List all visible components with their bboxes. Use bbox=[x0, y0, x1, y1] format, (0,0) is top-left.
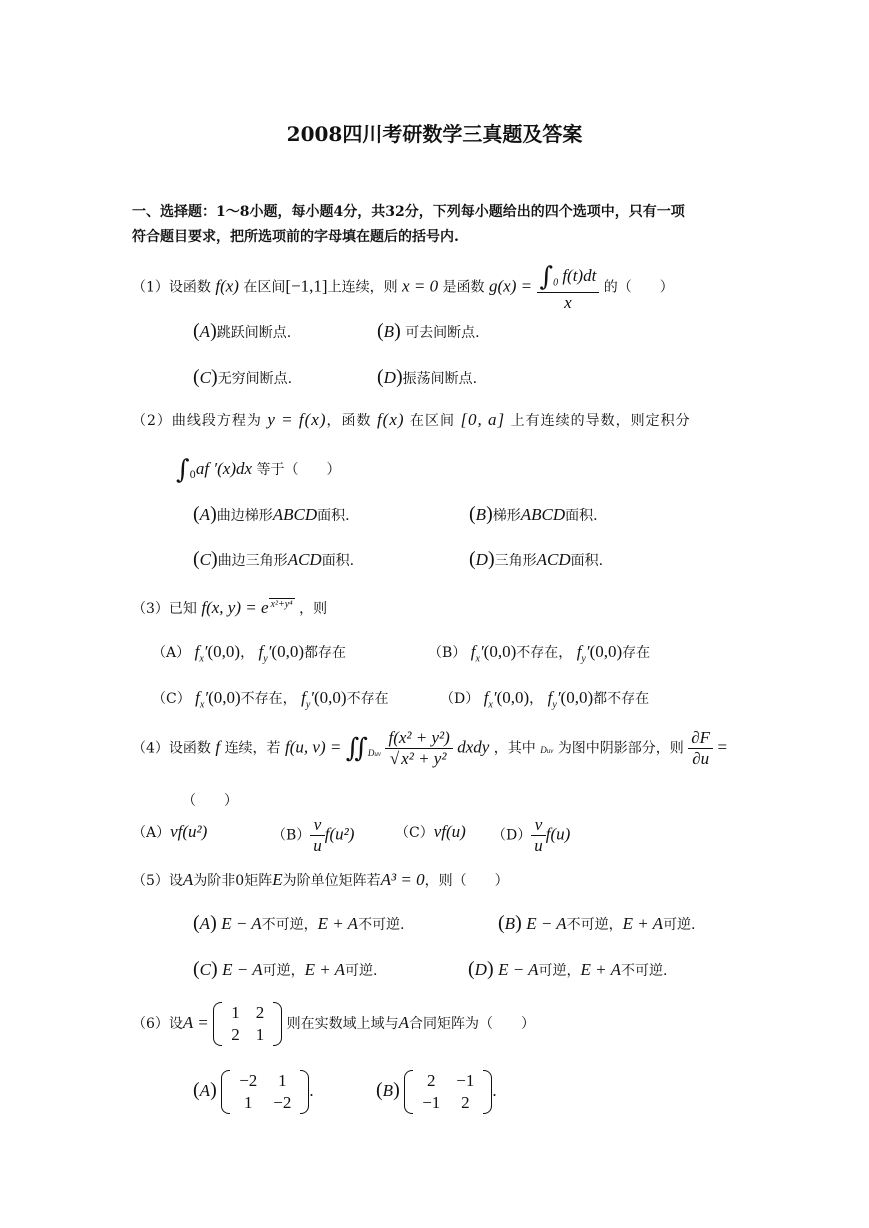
q2-t1: ，函数 bbox=[326, 413, 372, 429]
label-b: B bbox=[504, 914, 516, 933]
q4-b-u: u bbox=[313, 836, 322, 855]
q5-text1: （5）设 bbox=[132, 873, 183, 889]
q4-option-c-text: vf(u) bbox=[433, 822, 466, 841]
q5-option-c: (C) E − A可逆，E + A可逆. bbox=[193, 958, 378, 980]
q4-option-c-label: （C） bbox=[395, 825, 434, 841]
q4-t2: ，其中 bbox=[493, 740, 536, 757]
question-1 bbox=[132, 262, 674, 313]
q2-option-b: (B)梯形ABCD面积. bbox=[469, 503, 598, 525]
q2-option-d: (D)三角形ACD面积. bbox=[469, 548, 604, 570]
q5-c2: 可逆， bbox=[262, 963, 305, 979]
q2-t3: 上有连续的导数，则定积分 bbox=[510, 413, 691, 429]
q2-option-a-text: 曲边梯形 bbox=[216, 508, 273, 524]
q6-A: A bbox=[398, 1013, 410, 1032]
q3-option-c: （C） $f_x'(0,0)$不存在， $f_y'(0,0)$不存在 bbox=[152, 688, 389, 711]
q2-fx: f(x) bbox=[376, 410, 405, 429]
q3-c-fy: (0,0) bbox=[314, 688, 347, 707]
label-b: B bbox=[382, 1081, 394, 1100]
q4-equals: = bbox=[717, 737, 728, 757]
q3-a-fx: (0,0) bbox=[207, 642, 241, 661]
q4-den: x² + y² bbox=[401, 749, 447, 768]
q2-integral-line: $\int_0af$ ′(x)dx 等于（ ） bbox=[176, 455, 341, 485]
q3-option-c-text1: 不存在， bbox=[240, 691, 297, 707]
q2-eq: y = f(x) bbox=[267, 410, 327, 429]
q5-c4: 可逆. bbox=[345, 963, 378, 979]
q5-text2: 为阶非0矩阵 bbox=[193, 873, 273, 889]
q4-blank: （ ） bbox=[182, 793, 238, 809]
q5-a3: E + A bbox=[317, 914, 359, 933]
q2-option-c-suffix: 面积. bbox=[321, 553, 355, 569]
q5-a2: 不可逆， bbox=[261, 917, 318, 933]
label-c: C bbox=[199, 550, 212, 569]
q5-a1: E − A bbox=[221, 914, 262, 933]
page-title: 2008四川考研数学三真题及答案 bbox=[286, 122, 583, 146]
q2-option-d-suffix: 面积. bbox=[570, 553, 604, 569]
q4-option-a-label: （A） bbox=[132, 825, 171, 841]
q6-m10: 2 bbox=[231, 1025, 240, 1044]
q6-option-a: (A) −2 1 1 −2 . bbox=[193, 1071, 314, 1112]
q6-matrix bbox=[213, 1002, 282, 1046]
label-b: B bbox=[383, 322, 395, 341]
q4-option-b-label: （B） bbox=[272, 827, 311, 844]
q1-t1: 在区间 bbox=[243, 279, 286, 296]
q5-b4: 可逆. bbox=[663, 917, 696, 933]
q6-a-m00: −2 bbox=[239, 1071, 258, 1090]
q2-t4: 等于（ ） bbox=[256, 462, 341, 478]
q1-option-c: (C)无穷间断点. bbox=[193, 366, 293, 388]
q4-dxdy: dxdy bbox=[457, 737, 490, 757]
q6-Aeq: A = bbox=[182, 1013, 209, 1032]
q5-A3: A³ = 0 bbox=[380, 870, 425, 889]
q2-option-b-math: ABCD bbox=[520, 505, 566, 524]
q5-b3: E + A bbox=[622, 914, 664, 933]
q5-a4: 不可逆. bbox=[358, 917, 405, 933]
q3-d-fx: (0,0) bbox=[496, 688, 530, 707]
q3-option-c-text2: 不存在 bbox=[346, 691, 389, 707]
q5-c1: E − A bbox=[222, 960, 263, 979]
q4-b-v: v bbox=[310, 815, 325, 836]
q1-option-b-text: 可去间断点. bbox=[405, 325, 480, 341]
q3-option-a-text: 都存在 bbox=[304, 645, 346, 661]
q4-option-b-text: f(u²) bbox=[324, 824, 355, 844]
q2-option-c: (C)曲边三角形ACD面积. bbox=[193, 548, 355, 570]
q5-text4: ，则（ ） bbox=[424, 873, 509, 889]
q3-option-a: （A） $f_x'(0,0)$， $f_y'(0,0)$都存在 bbox=[152, 642, 346, 665]
q1-interval: [−1,1] bbox=[285, 276, 328, 296]
q3-option-b-label: （B） bbox=[428, 645, 467, 661]
q1-gx: g(x) = bbox=[488, 276, 533, 296]
label-c: C bbox=[199, 960, 212, 979]
question-6 bbox=[132, 1002, 535, 1046]
label-c: C bbox=[199, 368, 212, 387]
q6-a-m11: −2 bbox=[273, 1093, 292, 1112]
q3-option-a-label: （A） bbox=[152, 645, 191, 661]
q2-option-b-suffix: 面积. bbox=[565, 508, 598, 524]
q2-option-a: (A)曲边梯形ABCD面积. bbox=[193, 503, 350, 525]
q6-m00: 1 bbox=[231, 1003, 240, 1022]
q4-fraction: $\frac{\text{f(x² + y²)}}{\text{√ x² + y²}}$ bbox=[385, 728, 452, 769]
label-a: A bbox=[199, 1081, 211, 1100]
label-a: A bbox=[199, 322, 211, 341]
q4-d-u: u bbox=[534, 836, 543, 855]
q2-option-c-text: 曲边三角形 bbox=[217, 553, 288, 569]
q3-option-d-label: （D） bbox=[440, 691, 480, 707]
q6-b-m10: −1 bbox=[422, 1093, 441, 1112]
q4-prefix: （4）设函数 bbox=[132, 740, 211, 757]
q5-b2: 不可逆， bbox=[566, 917, 623, 933]
q6-option-a-matrix bbox=[221, 1070, 309, 1114]
q1-option-d-text: 振荡间断点. bbox=[402, 371, 478, 387]
q6-text1: （6）设 bbox=[132, 1016, 183, 1032]
q3-a-fy: (0,0) bbox=[271, 642, 304, 661]
q1-option-b: (B) 可去间断点. bbox=[377, 320, 480, 342]
q5-d2: 可逆， bbox=[538, 963, 581, 979]
q1-x0: x = 0 bbox=[402, 276, 439, 296]
q4-option-d-text: f(u) bbox=[545, 824, 571, 844]
q1-option-a: (A)跳跃间断点. bbox=[193, 320, 292, 342]
q1-den: x bbox=[564, 293, 572, 312]
q1-option-d: (D)振荡间断点. bbox=[377, 366, 478, 388]
q4-du: ∂u bbox=[692, 749, 710, 768]
q6-option-b-matrix bbox=[404, 1070, 492, 1114]
q6-text3: 合同矩阵为（ ） bbox=[409, 1016, 536, 1032]
q2-option-d-math: ACD bbox=[536, 550, 571, 569]
q2-prefix: （2）曲线段方程为 bbox=[132, 413, 262, 429]
q3-b-fx: (0,0) bbox=[483, 642, 517, 661]
q5-option-a: (A) E − A不可逆，E + A不可逆. bbox=[193, 912, 405, 934]
label-b: B bbox=[475, 505, 487, 524]
label-d: D bbox=[475, 550, 488, 569]
q4-num: f(x² + y²) bbox=[385, 728, 452, 749]
q2-t2: 在区间 bbox=[409, 413, 455, 429]
q6-a-dot: . bbox=[309, 1081, 314, 1100]
label-a: A bbox=[199, 914, 211, 933]
q3-fxy: f(x, y) = e bbox=[201, 598, 269, 617]
q1-prefix: （1）设函数 bbox=[132, 279, 211, 296]
q5-c3: E + A bbox=[304, 960, 346, 979]
q1-t3: 是函数 bbox=[442, 279, 485, 296]
q4-t1: 连续，若 bbox=[224, 740, 281, 757]
q3-c-fx: (0,0) bbox=[208, 688, 241, 707]
q3-exponent: x²+y⁴ bbox=[270, 599, 293, 611]
q3-option-b-text2: 存在 bbox=[622, 645, 651, 661]
q2-integrand: af ′(x)dx bbox=[195, 459, 253, 478]
q4-option-b bbox=[272, 815, 354, 856]
q3-d-comma: ， bbox=[529, 691, 544, 707]
q1-t2: 上连续，则 bbox=[327, 279, 398, 296]
q1-option-c-text: 无穷间断点. bbox=[217, 371, 293, 387]
q4-fuv: f(u, v) = bbox=[285, 737, 342, 757]
q2-option-b-text: 梯形 bbox=[492, 508, 521, 524]
q5-b1: E − A bbox=[526, 914, 567, 933]
q6-b-dot: . bbox=[492, 1081, 497, 1100]
q3-suffix: ，则 bbox=[299, 601, 328, 617]
q6-b-m11: 2 bbox=[461, 1093, 470, 1112]
q3-d-fy: (0,0) bbox=[560, 688, 594, 707]
q4-f: f bbox=[215, 737, 221, 757]
question-2 bbox=[132, 410, 691, 430]
q4-derivative bbox=[688, 728, 713, 769]
section-heading-line2: 符合题目要求，把所选项前的字母填在题后的括号内. bbox=[132, 229, 459, 245]
label-a: A bbox=[199, 505, 211, 524]
q3-option-c-label: （C） bbox=[152, 691, 191, 707]
q4-option-d-label: （D） bbox=[492, 827, 532, 844]
q4-option-a-text: vf(u²) bbox=[170, 822, 208, 841]
q2-option-c-math: ACD bbox=[287, 550, 322, 569]
q1-fraction: $\frac{\int_0 f(t)dt}{x}$ bbox=[537, 262, 600, 313]
q6-text2: 则在实数域上域与 bbox=[286, 1016, 399, 1032]
q5-d3: E + A bbox=[580, 960, 621, 979]
label-d: D bbox=[474, 960, 487, 979]
q5-A: A bbox=[182, 870, 194, 889]
q4-option-a bbox=[132, 822, 207, 842]
question-4: （4）设函数 f 连续，若 f(u, $v) = ∬_{Duv}$ $\frac{\text{f(x² + y²)}}{\text{√ x² + y²}}$ dxdy ，其中 Duv 为图中阴影部分，则 $\frac{\partial F}{\partial u}$ = bbox=[132, 728, 728, 768]
q3-option-d-text: 都不存在 bbox=[593, 691, 650, 707]
q4-dF: ∂F bbox=[688, 728, 713, 749]
q4-t3: 为图中阴影部分，则 bbox=[557, 740, 684, 757]
q2-option-d-text: 三角形 bbox=[494, 553, 537, 569]
q6-option-b: (B) 2 −1 −1 2 . bbox=[376, 1071, 497, 1112]
q5-d4: 不可逆. bbox=[620, 963, 668, 979]
q6-a-m01: 1 bbox=[278, 1071, 287, 1090]
q5-E: E bbox=[272, 870, 283, 889]
q4-option-c bbox=[395, 822, 466, 842]
q1-suffix: 的（ ） bbox=[603, 279, 674, 296]
q3-a-comma: ， bbox=[240, 645, 255, 661]
question-5 bbox=[132, 870, 509, 890]
q3-option-d: （D） $f_x'(0,0)$， $f_y'(0,0)$都不存在 bbox=[440, 688, 650, 711]
q4-option-d bbox=[492, 815, 570, 856]
q6-m01: 2 bbox=[255, 1003, 265, 1022]
q6-b-m01: −1 bbox=[456, 1071, 475, 1090]
q5-text3: 为阶单位矩阵若 bbox=[282, 873, 381, 889]
q3-option-b: （B） $f_x'(0,0)$不存在， $f_y'(0,0)$存在 bbox=[428, 642, 651, 665]
question-3 bbox=[132, 598, 327, 618]
q6-b-m00: 2 bbox=[426, 1071, 436, 1090]
q5-d1: E − A bbox=[498, 960, 539, 979]
q6-m11: 1 bbox=[255, 1025, 265, 1044]
q5-option-b: (B) E − A不可逆，E + A可逆. bbox=[498, 912, 696, 934]
q3-option-b-text1: 不存在， bbox=[516, 645, 573, 661]
q1-fx: f(x) bbox=[215, 276, 239, 296]
q6-a-m10: 1 bbox=[243, 1093, 253, 1112]
q3-prefix: （3）已知 bbox=[132, 601, 197, 617]
q3-b-fy: (0,0) bbox=[589, 642, 623, 661]
q5-option-d: (D) E − A可逆，E + A不可逆. bbox=[468, 958, 668, 980]
q2-interval: [0, a] bbox=[460, 410, 506, 429]
q1-num: f(t)dt bbox=[562, 265, 597, 285]
q4-d-v: v bbox=[531, 815, 546, 836]
q2-option-a-math: ABCD bbox=[272, 505, 318, 524]
label-d: D bbox=[383, 368, 396, 387]
section-heading-line1: 一、选择题：1～8小题，每小题4分，共32分，下列每小题给出的四个选项中，只有一项 bbox=[132, 204, 685, 220]
q1-option-a-text: 跳跃间断点. bbox=[216, 325, 292, 341]
q2-option-a-suffix: 面积. bbox=[317, 508, 350, 524]
